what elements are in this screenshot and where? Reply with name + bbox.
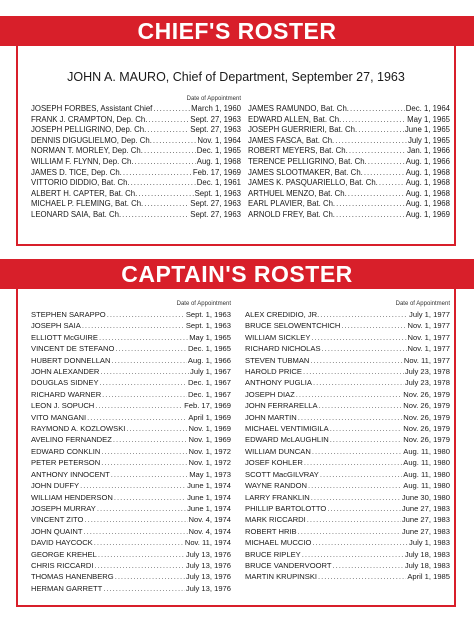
roster-entry [245, 309, 450, 320]
entry-date: Sept. 1, 1963 [185, 310, 231, 319]
entry-date: Nov. 26, 1979 [403, 424, 450, 434]
entry-name: LARRY FRANKLIN [245, 492, 310, 502]
dot-leader [102, 389, 187, 400]
entry-name: EARL PLAVIER, Bat. Ch. [248, 199, 336, 209]
entry-name: JOHN ALEXANDER [31, 367, 100, 377]
roster-entry [245, 412, 450, 423]
entry-date: Aug. 1, 1969 [405, 209, 450, 219]
entry-date: Aug. 1, 1968 [405, 178, 450, 188]
entry-date: June 27, 1983 [401, 503, 450, 513]
roster-entry [245, 366, 450, 377]
roster-entry [245, 434, 450, 445]
entry-name: MARTIN KRUPINSKI [245, 572, 318, 582]
roster-entry [31, 136, 241, 147]
entry-date: July 23, 1978 [404, 378, 450, 388]
roster-entry [31, 366, 231, 377]
dot-leader [135, 157, 196, 168]
entry-date: May 1, 1965 [407, 114, 450, 124]
roster-entry [248, 115, 450, 126]
date-header: Date of Appointment [395, 301, 450, 307]
entry-name: GEORGE KREHEL [31, 549, 97, 559]
dot-leader [350, 104, 405, 115]
entry-date: July 13, 1976 [185, 549, 231, 559]
dot-leader [99, 332, 188, 343]
entry-date: July 18, 1983 [404, 549, 450, 559]
entry-name: ROBERT HRIB [245, 526, 297, 536]
entry-date: Dec. 1, 1967 [187, 389, 231, 399]
entry-date: Nov. 1, 1972 [188, 446, 231, 456]
entry-date: Aug. 1, 1966 [187, 355, 231, 365]
roster-entry [248, 210, 450, 221]
dot-leader [298, 412, 403, 423]
entry-date: Aug. 1, 1968 [405, 188, 450, 198]
entry-name: RAYMOND A. KOZLOWSKI [31, 424, 126, 434]
entry-date: June 1, 1974 [187, 503, 231, 513]
entry-name: JOHN FERRARELLA [245, 401, 318, 411]
captains-right-column [245, 301, 450, 583]
entry-date: Nov. 11, 1977 [403, 355, 450, 365]
dot-leader [358, 125, 404, 136]
roster-entry [31, 199, 241, 210]
roster-entry [31, 157, 241, 168]
dot-leader [307, 514, 401, 525]
entry-name: ALBERT H. CAPTER, Bat. Ch. [31, 188, 138, 198]
dot-leader [82, 320, 185, 331]
entry-date: Aug. 1, 1966 [405, 156, 450, 166]
roster-entry [245, 389, 450, 400]
entry-date: Dec. 1, 1967 [187, 378, 231, 388]
roster-entry [31, 400, 231, 411]
entry-date: Nov. 4, 1974 [188, 515, 231, 525]
dot-leader [147, 125, 189, 136]
entry-date: Nov. 1, 1969 [188, 435, 231, 445]
roster-entry [31, 503, 231, 514]
dot-leader [320, 309, 408, 320]
entry-name: MARK RICCARDI [245, 515, 306, 525]
entry-name: ELLIOTT McGUIRE [31, 332, 98, 342]
roster-entry [31, 355, 231, 366]
chiefs-right-column [248, 96, 450, 221]
roster-entry [245, 526, 450, 537]
entry-date: June 27, 1983 [401, 515, 450, 525]
dot-leader [319, 400, 403, 411]
roster-entry [245, 560, 450, 571]
entry-name: PETER PETERSON [31, 458, 101, 468]
roster-entry [31, 332, 231, 343]
dot-leader [310, 355, 402, 366]
entry-name: JAMES SLOOTMAKER, Bat. Ch. [248, 167, 363, 177]
entry-name: STEVEN TUBMAN [245, 355, 310, 365]
roster-entry [245, 446, 450, 457]
entry-date: Nov. 11, 1974 [184, 538, 231, 548]
roster-entry [31, 469, 231, 480]
entry-name: BRUCE VANDERVOORT [245, 560, 332, 570]
entry-date: Nov. 26, 1979 [403, 435, 450, 445]
chief-of-department-headline: JOHN A. MAURO, Chief of Department, September 27, 1963 [67, 70, 405, 84]
entry-name: MICHAEL P. FLEMING, Bat. Ch. [31, 199, 144, 209]
entry-name: STEPHEN SARAPPO [31, 310, 106, 319]
entry-name: VITO MANGANI [31, 412, 87, 422]
entry-date: Nov. 1, 1969 [188, 424, 231, 434]
entry-name: AVELINO FERNANDEZ [31, 435, 112, 445]
dot-leader [320, 469, 402, 480]
dot-leader [113, 434, 188, 445]
dot-leader [348, 189, 405, 200]
entry-name: LEON J. SOPUCH [31, 401, 95, 411]
dot-leader [379, 178, 405, 189]
entry-name: MICHAEL VENTIMIGILA [245, 424, 329, 434]
entry-date: May 1, 1973 [189, 469, 231, 479]
roster-entry [31, 526, 231, 537]
chiefs-roster-title: CHIEF'S ROSTER [137, 17, 337, 44]
entry-date: July 1, 1983 [409, 538, 450, 548]
roster-entry [245, 549, 450, 560]
entry-date: Nov. 1, 1964 [197, 135, 241, 145]
roster-entry [245, 457, 450, 468]
roster-entry [31, 115, 241, 126]
dot-leader [333, 560, 404, 571]
roster-entry [248, 178, 450, 189]
entry-date: June 30, 1980 [401, 492, 450, 502]
dot-leader [144, 146, 196, 157]
entry-name: DENNIS DIGUGLIELMO, Dep. Ch. [31, 135, 152, 145]
dot-leader [336, 210, 405, 221]
roster-entry [245, 480, 450, 491]
dot-leader [94, 560, 184, 571]
roster-entry [245, 423, 450, 434]
dot-leader [131, 178, 196, 189]
entry-date: Aug. 1, 1968 [405, 167, 450, 177]
dot-leader [153, 136, 196, 147]
entry-name: DAVID HAYCOCK [31, 538, 93, 548]
dot-leader [111, 469, 188, 480]
roster-entry [245, 514, 450, 525]
entry-date: Sept. 27, 1963 [190, 125, 241, 135]
roster-entry [245, 332, 450, 343]
entry-name: SCOTT MacGILVRAY [245, 469, 319, 479]
entry-date: Nov. 1, 1977 [407, 321, 450, 331]
roster-entry [245, 355, 450, 366]
entry-name: HAROLD PRICE [245, 367, 302, 377]
roster-entry [245, 377, 450, 388]
dot-leader [100, 377, 187, 388]
dot-leader [94, 537, 184, 548]
entry-date: Sept. 1, 1963 [185, 321, 231, 331]
entry-name: DOUGLAS SIDNEY [31, 378, 99, 388]
entry-date: Dec. 1, 1965 [196, 146, 241, 156]
entry-name: JOSEPH DIAZ [245, 389, 295, 399]
roster-entry [248, 146, 450, 157]
dot-leader [83, 526, 187, 537]
dot-leader [100, 366, 189, 377]
dot-leader [327, 503, 401, 514]
entry-date: Feb. 17, 1969 [192, 167, 241, 177]
entry-name: JAMES FASCA, Bat. Ch. [248, 135, 335, 145]
roster-entry [31, 480, 231, 491]
entry-name: JOSEPH FORBES, Assistant Chief [31, 104, 153, 113]
dot-leader [318, 571, 406, 582]
entry-name: WAYNE RANDON [245, 481, 308, 491]
entry-date: Nov. 1, 1977 [407, 332, 450, 342]
roster-entry [245, 469, 450, 480]
dot-leader [80, 480, 186, 491]
roster-entry [245, 503, 450, 514]
entry-date: Sept. 1, 1963 [194, 188, 241, 198]
entry-date: Sept. 27, 1963 [190, 114, 241, 124]
entry-date: July 23, 1978 [404, 367, 450, 377]
entry-date: Sept. 27, 1963 [190, 209, 241, 219]
dot-leader [111, 355, 186, 366]
roster-entry [31, 446, 231, 457]
roster-entry [248, 157, 450, 168]
roster-entry [245, 492, 450, 503]
roster-entry [31, 125, 241, 136]
entry-name: BRUCE SELOWENTCHICH [245, 321, 341, 331]
entry-name: JOHN QUAINT [31, 526, 83, 536]
dot-leader [296, 389, 402, 400]
dot-leader [107, 309, 185, 320]
entry-date: July 13, 1976 [185, 572, 231, 582]
entry-name: ARNOLD FREY, Bat. Ch. [248, 209, 335, 219]
entry-date: June 1, 1974 [187, 492, 231, 502]
entry-date: April 1, 1969 [188, 412, 231, 422]
entry-date: June 1, 1974 [187, 481, 231, 491]
entry-name: JOSEF KOHLER [245, 458, 303, 468]
entry-date: Nov. 1, 1972 [188, 458, 231, 468]
dot-leader [308, 480, 402, 491]
roster-entry [31, 320, 231, 331]
entry-name: JOHN MARTIN [245, 412, 297, 422]
entry-name: ROBERT MEYERS, Bat. Ch. [248, 146, 348, 156]
entry-date: Sept. 27, 1963 [190, 199, 241, 209]
entry-name: JAMES D. TICE, Dep. Ch. [31, 167, 122, 177]
roster-entry [31, 434, 231, 445]
entry-name: TERENCE PELLIGRINO, Bat. Ch. [248, 156, 367, 166]
roster-entry [31, 537, 231, 548]
entry-date: May 1, 1965 [189, 332, 231, 342]
dot-leader [368, 157, 405, 168]
roster-entry [31, 389, 231, 400]
entry-name: ALEX CREDIDIO, JR. [245, 310, 320, 319]
dot-leader [101, 457, 187, 468]
dot-leader [302, 549, 404, 560]
entry-name: WILLIAM DUNCAN [245, 446, 311, 456]
dot-leader [298, 526, 401, 537]
entry-name: FRANK J. CRAMPTON, Dep. Ch. [31, 114, 148, 124]
roster-entry [245, 571, 450, 582]
entry-date: Dec. 1, 1964 [405, 104, 450, 113]
entry-date: Nov. 26, 1979 [403, 401, 450, 411]
roster-entry [31, 412, 231, 423]
dot-leader [349, 146, 406, 157]
roster-entry [31, 377, 231, 388]
chiefs-left-column [31, 96, 241, 221]
roster-entry [248, 189, 450, 200]
roster-entry [248, 125, 450, 136]
entry-name: RICHARD WARNER [31, 389, 102, 399]
captains-left-column [31, 301, 231, 594]
entry-date: Aug. 11, 1980 [403, 446, 450, 456]
dot-leader [101, 446, 187, 457]
dot-leader [153, 104, 190, 115]
entry-name: WILLIAM SICKLEY [245, 332, 311, 342]
roster-entry [248, 168, 450, 179]
date-header: Date of Appointment [176, 301, 231, 307]
entry-date: Aug. 11, 1980 [403, 458, 450, 468]
entry-name: EDWARD ALLEN, Bat. Ch. [248, 114, 342, 124]
dot-leader [364, 168, 405, 179]
captains-roster-banner [0, 259, 474, 289]
roster-entry [31, 549, 231, 560]
roster-entry [31, 492, 231, 503]
entry-name: MICHAEL MUCCIO [245, 538, 312, 548]
entry-date: Nov. 26, 1979 [403, 389, 450, 399]
dot-leader [114, 492, 186, 503]
dot-leader [103, 583, 185, 594]
entry-name: JAMES RAMUNDO, Bat. Ch. [248, 104, 349, 113]
entry-name: WILLIAM F. FLYNN, Dep. Ch. [31, 156, 134, 166]
entry-date: April 1, 1985 [407, 572, 450, 582]
entry-name: VINCENT ZITO [31, 515, 84, 525]
dot-leader [84, 514, 187, 525]
dot-leader [335, 136, 407, 147]
roster-entry [245, 343, 450, 354]
entry-name: JOSEPH MURRAY [31, 503, 96, 513]
roster-entry [31, 423, 231, 434]
dot-leader [303, 366, 404, 377]
entry-date: Nov. 4, 1974 [188, 526, 231, 536]
dot-leader [330, 423, 403, 434]
roster-entry [245, 320, 450, 331]
entry-name: JAMES K. PASQUARIELLO, Bat. Ch. [248, 178, 378, 188]
entry-name: JOSEPH PELLIGRINO, Dep. Ch. [31, 125, 147, 135]
dot-leader [126, 423, 187, 434]
roster-entry [31, 571, 231, 582]
roster-entry [31, 178, 241, 189]
entry-date: Feb. 17, 1969 [184, 401, 231, 411]
roster-entry [31, 457, 231, 468]
dot-leader [122, 210, 189, 221]
roster-entry [248, 104, 450, 115]
dot-leader [322, 343, 407, 354]
date-header: Date of Appointment [186, 96, 241, 102]
entry-date: July 1, 1977 [409, 310, 450, 319]
entry-date: June 1, 1965 [404, 125, 450, 135]
dot-leader [313, 377, 404, 388]
roster-entry [31, 514, 231, 525]
dot-leader [304, 457, 402, 468]
dot-leader [87, 412, 187, 423]
entry-date: June 27, 1983 [401, 526, 450, 536]
dot-leader [311, 492, 401, 503]
captains-roster-box [16, 289, 456, 607]
dot-leader [95, 400, 183, 411]
dot-leader [115, 571, 185, 582]
entry-date: July 18, 1983 [404, 560, 450, 570]
dot-leader [330, 434, 403, 445]
entry-name: EDWARD CONKLIN [31, 446, 101, 456]
entry-date: Nov. 1, 1977 [407, 344, 450, 354]
entry-date: July 1, 1965 [407, 135, 450, 145]
dot-leader [341, 320, 406, 331]
chiefs-roster-box [16, 46, 456, 246]
roster-entry [31, 146, 241, 157]
roster-entry [31, 560, 231, 571]
entry-name: BRUCE RIPLEY [245, 549, 301, 559]
dot-leader [311, 332, 406, 343]
entry-date: Dec. 1, 1961 [196, 178, 241, 188]
entry-name: ARTHUEL MENZO, Bat. Ch. [248, 188, 347, 198]
entry-date: Aug. 1, 1968 [196, 156, 241, 166]
entry-name: JOHN DUFFY [31, 481, 80, 491]
dot-leader [342, 115, 406, 126]
dot-leader [144, 199, 189, 210]
dot-leader [148, 115, 189, 126]
entry-date: Aug. 1, 1968 [405, 199, 450, 209]
roster-entry [248, 199, 450, 210]
entry-name: EDWARD McLAUGHLIN [245, 435, 329, 445]
entry-name: ANTHONY INNOCENT [31, 469, 110, 479]
entry-name: ANTHONY PUGLIA [245, 378, 312, 388]
entry-date: July 1, 1967 [190, 367, 231, 377]
entry-name: JOSEPH GUERRIERI, Bat. Ch. [248, 125, 358, 135]
dot-leader [98, 549, 185, 560]
dot-leader [336, 199, 405, 210]
entry-date: July 13, 1976 [185, 583, 231, 593]
entry-name: VITTORIO DIDDIO, Bat. Ch. [31, 178, 130, 188]
roster-entry [248, 136, 450, 147]
entry-name: PHILLIP BARTOLOTTO [245, 503, 327, 513]
entry-name: HERMAN GARRETT [31, 583, 103, 593]
entry-date: Dec. 1, 1965 [187, 344, 231, 354]
chiefs-roster-banner [0, 16, 474, 46]
roster-entry [31, 168, 241, 179]
entry-date: Aug. 11, 1980 [403, 469, 450, 479]
entry-date: March 1, 1960 [191, 104, 241, 113]
dot-leader [123, 168, 192, 179]
entry-name: LEONARD SAIA, Bat. Ch. [31, 209, 122, 219]
captains-roster-title: CAPTAIN'S ROSTER [121, 260, 353, 287]
entry-date: Nov. 26, 1979 [403, 412, 450, 422]
entry-name: WILLIAM HENDERSON [31, 492, 113, 502]
entry-date: Aug. 11, 1980 [403, 481, 450, 491]
entry-name: NORMAN T. MORLEY, Dep. Ch. [31, 146, 143, 156]
entry-name: HUBERT DONNELLAN [31, 355, 111, 365]
dot-leader [312, 446, 402, 457]
roster-entry [245, 400, 450, 411]
dot-leader [115, 343, 187, 354]
entry-name: CHRIS RICCARDI [31, 560, 94, 570]
roster-entry [31, 343, 231, 354]
dot-leader [138, 189, 193, 200]
entry-name: RICHARD NICHOLAS [245, 344, 321, 354]
roster-entry [31, 583, 231, 594]
dot-leader [312, 537, 408, 548]
roster-entry [31, 104, 241, 115]
entry-name: VINCENT DE STEFANO [31, 344, 115, 354]
roster-entry [31, 309, 231, 320]
roster-entry [245, 537, 450, 548]
dot-leader [97, 503, 186, 514]
entry-date: July 13, 1976 [185, 560, 231, 570]
entry-date: Jan. 1, 1966 [407, 146, 450, 156]
roster-entry [31, 210, 241, 221]
roster-entry [31, 189, 241, 200]
entry-name: JOSEPH SAIA [31, 321, 81, 331]
entry-name: THOMAS HANENBERG [31, 572, 114, 582]
